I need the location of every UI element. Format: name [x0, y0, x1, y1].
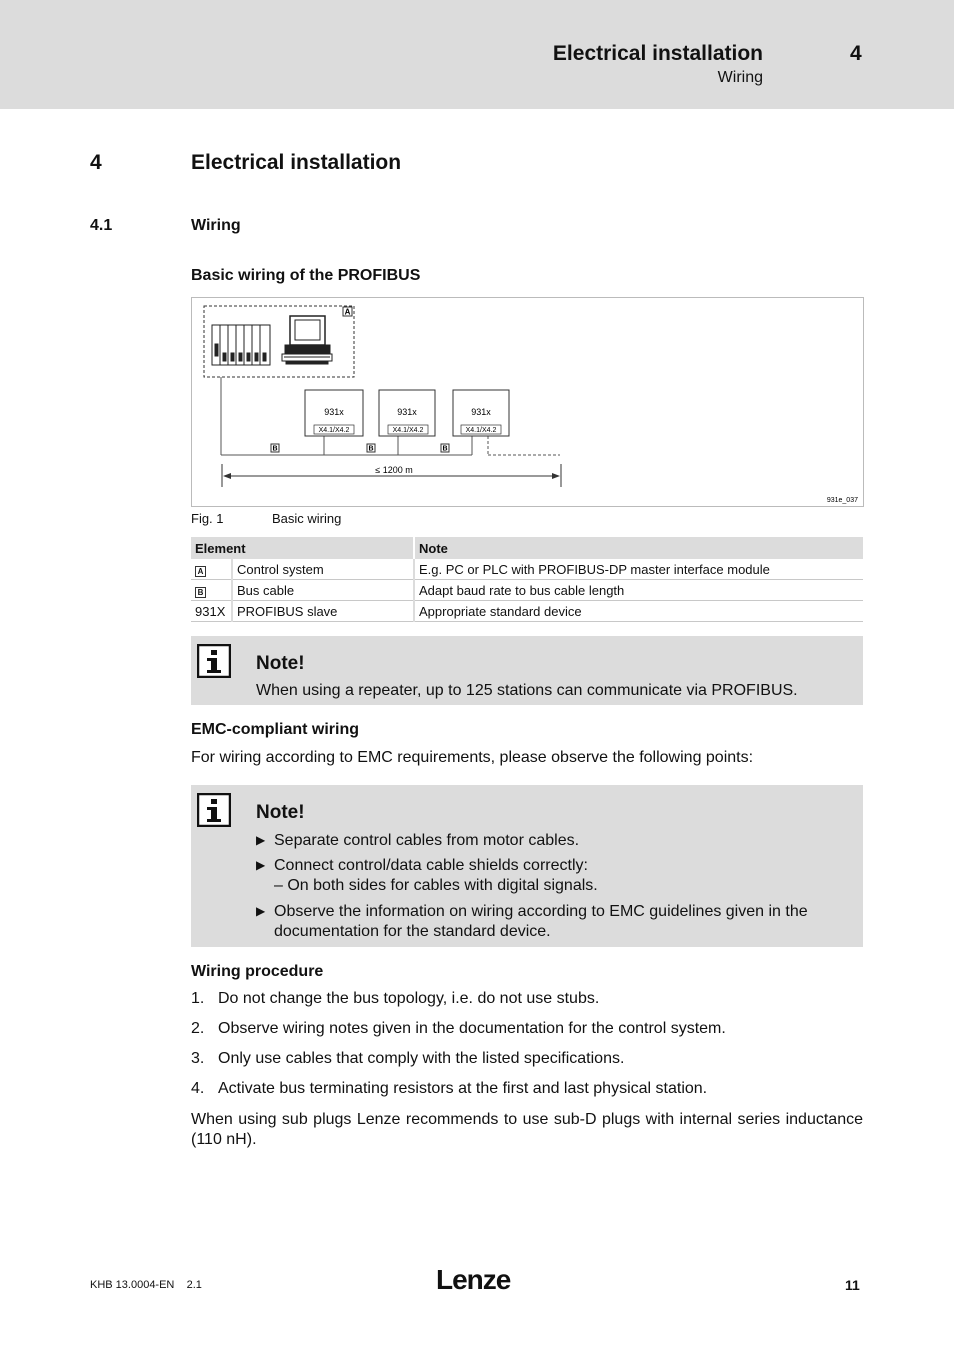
slave-device-1	[305, 390, 363, 436]
table-header-element: Element	[191, 537, 414, 559]
svg-text:X4.1/X4.2: X4.1/X4.2	[392, 427, 424, 434]
plc-icon	[212, 325, 270, 365]
slave-device-2	[379, 390, 435, 436]
svg-text:931x: 931x	[397, 407, 417, 417]
svg-text:B: B	[272, 445, 278, 453]
procedure-closing: When using sub plugs Lenze recommends to use sub-D plugs with internal series inductance (110 nH).	[191, 1111, 863, 1148]
page-number: 11	[845, 1277, 860, 1293]
note-title: Note!	[256, 653, 305, 674]
table-cell-note: Adapt baud rate to bus cable length	[414, 580, 863, 601]
svg-text:X4.1/X4.2: X4.1/X4.2	[318, 427, 350, 434]
header-subtitle: Wiring	[717, 69, 763, 86]
note-bullet: ▶ Observe the information on wiring according to EMC guidelines given in the documentation for the standard device.	[256, 903, 808, 940]
table-header-row	[191, 537, 863, 559]
arrow-bullet-icon: ▶	[256, 904, 266, 918]
svg-text:X4.1/X4.2: X4.1/X4.2	[465, 427, 497, 434]
elements-table	[191, 537, 863, 622]
table-cell-element: Control system	[232, 559, 414, 580]
emc-heading: EMC-compliant wiring	[191, 721, 359, 738]
table-header-note: Note	[414, 537, 863, 559]
note-title: Note!	[256, 802, 305, 823]
page-header	[0, 0, 954, 109]
slave-device-3	[453, 390, 509, 436]
wiring-figure	[191, 297, 864, 507]
wiring-diagram	[192, 298, 865, 508]
table-cell-key: A	[191, 559, 232, 580]
note-bullet: ▶ Connect control/data cable shields correctly: – On both sides for cables with digital signals.	[256, 856, 856, 896]
svg-text:931x: 931x	[471, 407, 491, 417]
pc-icon	[282, 316, 332, 364]
note-box-repeater	[191, 636, 863, 705]
footer-doc-id: KHB 13.0004-EN 2.1	[90, 1279, 202, 1291]
info-icon	[197, 793, 231, 827]
section-title: Electrical installation	[191, 151, 402, 174]
table-cell-note: Appropriate standard device	[414, 601, 863, 622]
table-cell-element: Bus cable	[232, 580, 414, 601]
table-row	[191, 580, 863, 601]
distance-label: ≤ 1200 m	[375, 465, 413, 475]
header-title: Electrical installation	[552, 42, 763, 65]
procedure-heading: Wiring procedure	[191, 963, 324, 980]
arrow-bullet-icon: ▶	[256, 833, 266, 847]
subsection-title: Wiring	[191, 217, 241, 234]
note-text: When using a repeater, up to 125 stations can communicate via PROFIBUS.	[256, 682, 798, 699]
header-chapter-number: 4	[850, 42, 862, 65]
svg-text:B: B	[368, 445, 374, 453]
lenze-logo: Lenze	[436, 1264, 511, 1295]
svg-text:931x: 931x	[324, 407, 344, 417]
emc-intro: For wiring according to EMC requirements, please observe the following points:	[191, 749, 754, 766]
section-number: 4	[90, 151, 102, 174]
label-a-text: A	[344, 307, 351, 317]
subsection-number: 4.1	[90, 217, 113, 234]
figure-code: 931e_037	[826, 497, 858, 504]
table-row	[191, 559, 863, 580]
arrow-bullet-icon: ▶	[256, 858, 266, 872]
note-bullet: ▶ Separate control cables from motor cables.	[256, 832, 580, 849]
note-sub-bullet: – On both sides for cables with digital signals.	[274, 877, 598, 894]
label-b-group	[271, 444, 449, 453]
table-cell-element: PROFIBUS slave	[232, 601, 414, 622]
basic-wiring-heading: Basic wiring of the PROFIBUS	[191, 267, 421, 284]
info-icon	[197, 644, 231, 678]
svg-text:B: B	[442, 445, 448, 453]
figure-caption-text: Basic wiring	[272, 511, 342, 526]
table-cell-note: E.g. PC or PLC with PROFIBUS-DP master interface module	[414, 559, 863, 580]
figure-caption-number: Fig. 1	[191, 511, 224, 526]
table-cell-key: B	[191, 580, 232, 601]
table-row	[191, 601, 863, 622]
table-cell-key: 931X	[191, 601, 232, 622]
note-box-emc	[191, 785, 863, 947]
